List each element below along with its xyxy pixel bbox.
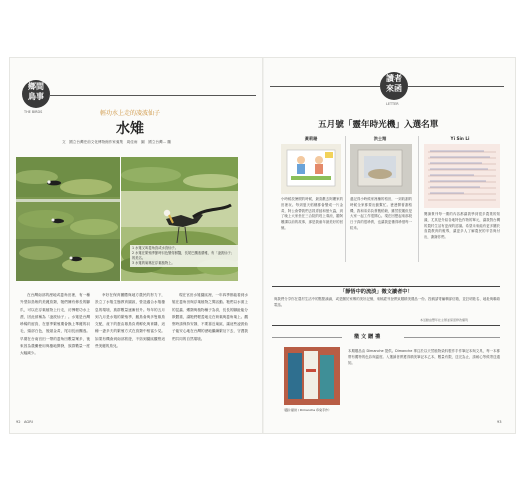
quiz-text: 與我們分享你在農村生活中的點點滴滴，或是關於家鄉的美好記憶，來稿經刊登將致贈精美禮品一份。投稿請寄編輯部信箱，並註明姓名、地址與聯絡電話。 (274, 297, 500, 307)
reader-letter-3 (424, 144, 500, 208)
waterlily-pond-image (16, 157, 120, 281)
quiz-note: 本活動由豐年社主辦並保留修改權利 (420, 318, 469, 322)
reader-name-3: Yi Sin Li (450, 136, 470, 141)
gift-rule-left (272, 337, 342, 338)
gift-text: 本期贈品由 Dimanche 提供。Dimanche 專注於以天然植物染料製作手作筆記本與文具，每一本都帶有獨特的色彩與溫度。入選讀者將獲得精美筆記本乙本，數量有限，送完為止，請耐心等候寄送通知。 (348, 349, 500, 365)
quiz-title: 「靜悟中的流淡」徵文讀者中！ (340, 289, 413, 295)
page-number-left-value: 92 (16, 420, 21, 424)
article-column-2: 幸好在保育團體與地方農民的努力下，設立了水雉生態教育園區，營造適合水雉棲息的環境，族群數量逐漸回升。每年的五月到九月是水雉的繁殖季，雌鳥會與多隻雄鳥交配，產下的蛋由雄鳥負責孵化與育雛，這種一妻多夫的繁殖方式在鳥類中相當少見。如果有機會到南部旅遊，不妨到園區觀察這些美麗的鳥兒。 (95, 293, 165, 349)
rice-package-image (350, 144, 412, 194)
letters-badge (380, 72, 408, 100)
page-number-left (16, 420, 33, 424)
reader-name-1: 黃莉珊 (304, 136, 318, 141)
waterlily-photo-left (16, 157, 120, 281)
article-column-3: 現在官田水雉園區裡，一年四季都能看到水雉在菱角田與浮葉植物之間活動。牠們以水面上的昆蟲、螺類與植物種子為食，長長的腳趾能分散體重，讓牠們輕盈地走在荷葉與菱角葉上。觀察時請保持安靜，不要靠近巢區，讓這些凌波仙子能安心地在台灣的溼地繼續繁衍下去，守護我們共同的自然環境。 (172, 293, 248, 341)
badge-sub: THE BIRDS (24, 110, 43, 114)
handwritten-letter-image (424, 144, 500, 208)
letters-badge-sub: LETTER (386, 102, 399, 106)
notebooks-image (284, 347, 340, 405)
article-title: 水雉 (116, 121, 144, 137)
reader-photo-2 (350, 144, 412, 194)
header-rule (50, 95, 256, 96)
letters-rule-left (270, 86, 380, 87)
badge-line1: 鄉間 (28, 82, 44, 91)
letters-badge-line1: 讀者 (386, 74, 402, 83)
gift-photo (284, 347, 340, 405)
letters-badge-line2: 來函 (386, 84, 402, 93)
reader-name-2: 洪士翔 (373, 136, 387, 141)
article-column-1: 在台灣南部的溼地或菱角田裡，有一種外型如鳥般的美麗鳥類，牠們擁有修長的腳爪，可以在浮葉植物上行走，彷彿輕功水上漂，因此被稱為「凌波仙子」。水雉是台灣珍稀的留鳥，在夏季繁殖期會換上華麗的羽毛，頭部白色，後頸金黃，尾羽長而飄逸。早期在台南官田一帶的菱角田數量眾多，後來因為農藥使用與棲地開發，族群數量一度大幅減少。 (20, 293, 90, 356)
reader-text-3: 閱讀貴刊每一期的內容都讓我學到很多農業的知識，尤其是介紹各地特色作物的單元，讓我對台灣的農村生活有更深的認識。希望未來能有更多關於食農教育的報導，讓更多人了解農民的辛苦與付出，謝謝你們。 (424, 212, 500, 240)
reader-text-2: 還記得小時候家裡種的稻田，一到收割的時候全家都要出動幫忙。爸爸開著割稻機，我和弟弟負責搬稻穀，雖然很累但是大家一起工作很開心。現在回想起來那段日子真的很珍貴，也讓我更懂得珍惜每一粒米。 (350, 197, 412, 230)
letters-heading: 五月號「靈年時光機」入選名單 (318, 120, 439, 130)
page-number-right: 93 (497, 420, 502, 424)
article-subtitle: 輕功水上走的凌波仙子 (99, 110, 160, 117)
column-divider-2 (418, 136, 419, 262)
quiz-rule-bottom (272, 325, 500, 326)
letters-rule-right (408, 86, 504, 87)
article-credit: 文 國立台灣史前文化博物館作家蒐集 周佳雨 圖 國立台灣... 攝 (62, 140, 171, 144)
reader-drawing-1 (281, 144, 341, 194)
magazine-name: AGRI (24, 420, 33, 424)
column-divider-1 (345, 136, 346, 262)
gift-title: 徵 文 贈 禮 (354, 334, 381, 340)
gift-caption: （圖片提供 / Dimanche 印染手作） (282, 408, 332, 412)
badge-line2: 鳥事 (28, 92, 44, 101)
section-badge (22, 80, 50, 108)
child-drawing-image (281, 144, 341, 194)
quiz-rule-top (272, 286, 500, 287)
photo-caption: 1 水雉又叫菱角鳥或水鳥仙子。 2 水雉在繁殖季節時羽色變得鮮豔，長尾巴飄逸優雅，有「凌波仙子」的美名。 3 水雉的巢築在浮葉植物上。 (130, 245, 238, 267)
spread-gutter (262, 58, 264, 433)
reader-text-1: 小時候放暑假的時候，最喜歡去阿嬤家的田裡玩。每到夏天稻穗都會變成一片金黃，阿公會帶我們去抓青蛙和螢火蟲，到了晚上大家坐在三合院的埕上乘涼，聽阿嬤講以前的故事，那是我童年最美好的回憶。 (281, 197, 343, 230)
gift-rule-right (404, 337, 500, 338)
